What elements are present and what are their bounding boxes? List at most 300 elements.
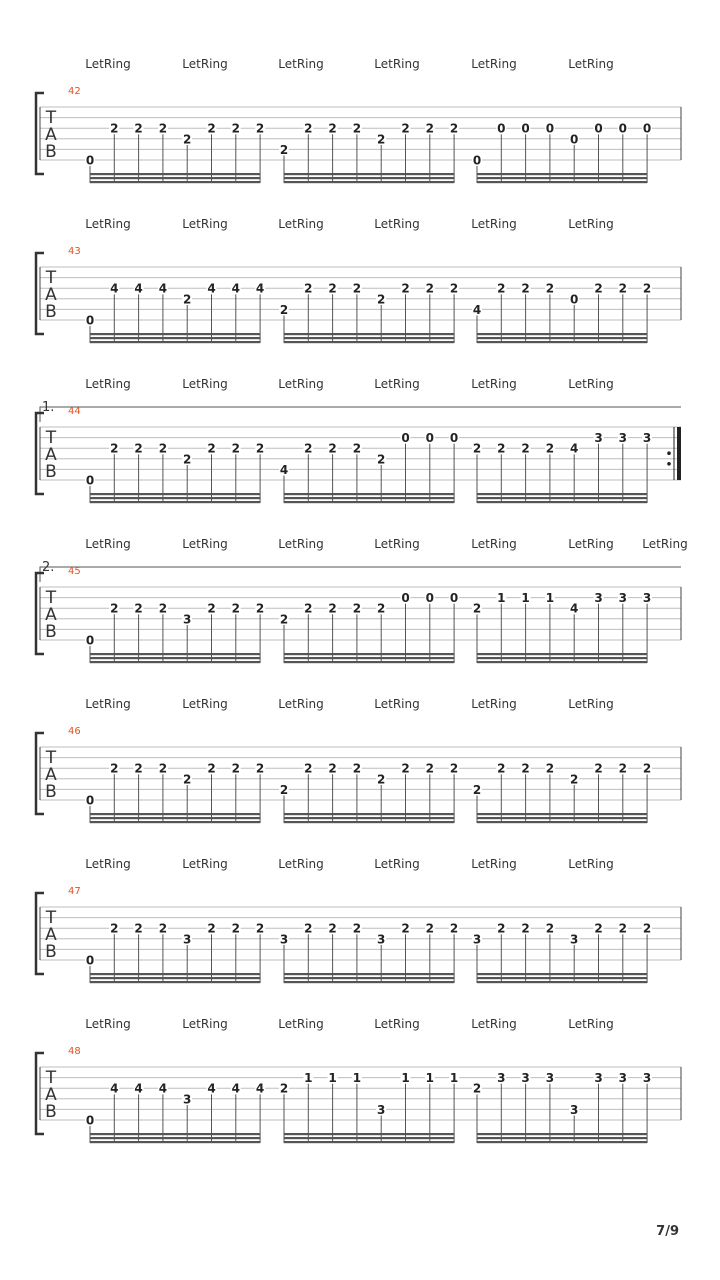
fret-number: 3 (594, 591, 603, 606)
beat-group (85, 601, 265, 663)
beam (284, 493, 454, 495)
beam (477, 493, 647, 495)
letring-label: LetRing (568, 537, 614, 551)
fret-number: 0 (85, 473, 95, 488)
system-42 (36, 57, 681, 183)
fret-number: 2 (497, 441, 506, 456)
fret-number: 1 (401, 1071, 410, 1086)
fret-number: 2 (328, 441, 337, 456)
fret-number: 2 (377, 452, 386, 467)
fret-number: 4 (158, 281, 168, 296)
repeat-dot (667, 451, 671, 455)
system-47 (36, 857, 681, 983)
beam (90, 333, 260, 335)
letring-label: LetRing (568, 377, 614, 391)
fret-number: 2 (545, 761, 555, 776)
beam (477, 501, 647, 503)
fret-number: 3 (594, 1071, 603, 1086)
fret-number: 1 (425, 1071, 434, 1086)
letring-label: LetRing (278, 1017, 324, 1031)
fret-number: 2 (472, 441, 482, 456)
letring-label: LetRing (85, 217, 131, 231)
beam (284, 657, 454, 659)
fret-number: 2 (472, 782, 482, 797)
fret-number: 2 (110, 441, 119, 456)
beat-group (279, 121, 459, 183)
letring-label: LetRing (568, 57, 614, 71)
beam (90, 661, 260, 663)
fret-number: 2 (618, 281, 627, 296)
letring-label: LetRing (568, 697, 614, 711)
fret-number: 1 (545, 591, 555, 606)
beam (477, 821, 647, 823)
fret-number: 2 (110, 761, 119, 776)
tab-clef-letter: T (45, 268, 57, 288)
beat-group (472, 1071, 652, 1144)
fret-number: 2 (401, 281, 410, 296)
fret-number: 3 (183, 932, 192, 947)
fret-number: 1 (304, 1071, 313, 1086)
beam (90, 657, 260, 659)
fret-number: 2 (401, 121, 410, 136)
fret-number: 4 (207, 281, 216, 296)
letring-label: LetRing (182, 217, 228, 231)
fret-number: 1 (497, 591, 506, 606)
measure-number: 45 (68, 566, 81, 577)
fret-number: 0 (642, 121, 652, 136)
fret-number: 2 (642, 761, 652, 776)
fret-number: 2 (521, 441, 530, 456)
beam (90, 173, 260, 175)
letring-label: LetRing (85, 57, 131, 71)
tab-clef-letter: B (45, 462, 57, 482)
tab-clef-letter: B (45, 782, 57, 802)
fret-number: 2 (279, 1081, 289, 1096)
fret-number: 3 (618, 1071, 627, 1086)
fret-number: 3 (545, 1071, 555, 1086)
fret-number: 2 (401, 761, 410, 776)
beam (284, 813, 454, 815)
fret-number: 3 (570, 1102, 579, 1117)
fret-number: 4 (231, 1081, 240, 1096)
tab-clef-letter: T (45, 748, 57, 768)
fret-number: 0 (85, 1113, 95, 1128)
letring-label: LetRing (85, 1017, 131, 1031)
fret-number: 2 (449, 761, 459, 776)
beat-group (279, 431, 459, 504)
tab-clef-letter: B (45, 302, 57, 322)
fret-number: 2 (304, 921, 313, 936)
beam (284, 181, 454, 183)
beat-group (472, 121, 652, 183)
fret-number: 2 (134, 121, 143, 136)
fret-number: 3 (618, 591, 627, 606)
fret-number: 2 (158, 761, 168, 776)
beam (90, 501, 260, 503)
tab-clef-letter: T (45, 908, 57, 928)
letring-label: LetRing (568, 1017, 614, 1031)
fret-number: 2 (328, 761, 337, 776)
fret-number: 2 (207, 761, 216, 776)
beat-group (472, 281, 652, 343)
beam (90, 981, 260, 983)
volta-bracket (40, 407, 681, 422)
fret-number: 2 (521, 921, 530, 936)
fret-number: 2 (279, 782, 289, 797)
fret-number: 2 (377, 601, 386, 616)
beam (284, 973, 454, 975)
fret-number: 2 (158, 121, 168, 136)
fret-number: 3 (279, 932, 289, 947)
beat-group (85, 121, 265, 183)
beam (284, 177, 454, 179)
beam (477, 813, 647, 815)
letring-label: LetRing (471, 537, 517, 551)
beam (477, 1137, 647, 1139)
fret-number: 2 (110, 601, 119, 616)
fret-number: 4 (255, 281, 265, 296)
fret-number: 0 (85, 313, 95, 328)
beam (284, 333, 454, 335)
tab-clef-letter: T (45, 428, 57, 448)
fret-number: 0 (85, 153, 95, 168)
fret-number: 4 (231, 281, 240, 296)
letring-label: LetRing (642, 537, 688, 551)
letring-label: LetRing (278, 57, 324, 71)
fret-number: 2 (328, 601, 337, 616)
beat-group (472, 921, 652, 983)
tab-clef-letter: A (45, 125, 57, 145)
fret-number: 3 (497, 1071, 506, 1086)
beam (477, 657, 647, 659)
fret-number: 2 (207, 921, 216, 936)
fret-number: 0 (85, 953, 95, 968)
fret-number: 0 (521, 121, 530, 136)
letring-label: LetRing (278, 857, 324, 871)
fret-number: 0 (472, 153, 482, 168)
fret-number: 2 (134, 601, 143, 616)
fret-number: 0 (449, 431, 459, 446)
letring-label: LetRing (471, 1017, 517, 1031)
fret-number: 2 (134, 441, 143, 456)
tab-clef-letter: A (45, 765, 57, 785)
beam (477, 661, 647, 663)
fret-number: 2 (183, 772, 192, 787)
fret-number: 2 (304, 761, 313, 776)
fret-number: 2 (521, 761, 530, 776)
fret-number: 4 (570, 441, 579, 456)
fret-number: 2 (497, 921, 506, 936)
fret-number: 0 (425, 591, 434, 606)
fret-number: 2 (328, 281, 337, 296)
fret-number: 2 (594, 281, 603, 296)
beat-group (472, 431, 652, 504)
fret-number: 0 (85, 633, 95, 648)
system-46 (36, 697, 681, 823)
measure-number: 42 (68, 86, 81, 97)
letring-label: LetRing (471, 697, 517, 711)
fret-number: 4 (110, 1081, 119, 1096)
fret-number: 2 (231, 761, 240, 776)
volta-label: 1. (42, 400, 55, 415)
fret-number: 0 (570, 132, 579, 147)
fret-number: 2 (472, 1081, 482, 1096)
fret-number: 3 (183, 612, 192, 627)
fret-number: 2 (377, 772, 386, 787)
letring-label: LetRing (374, 377, 420, 391)
fret-number: 3 (472, 932, 482, 947)
letring-label: LetRing (182, 537, 228, 551)
beat-group (472, 591, 652, 664)
fret-number: 0 (618, 121, 627, 136)
beam (284, 1133, 454, 1135)
fret-number: 2 (279, 302, 289, 317)
beam (90, 817, 260, 819)
fret-number: 2 (304, 601, 313, 616)
fret-number: 2 (183, 292, 192, 307)
fret-number: 2 (570, 772, 579, 787)
fret-number: 2 (352, 601, 362, 616)
fret-number: 2 (207, 441, 216, 456)
fret-number: 2 (231, 441, 240, 456)
beat-group (472, 761, 652, 823)
beam (284, 1141, 454, 1143)
measure-number: 43 (68, 246, 81, 257)
fret-number: 3 (521, 1071, 530, 1086)
fret-number: 2 (545, 281, 555, 296)
measure-number: 44 (68, 406, 81, 417)
fret-number: 4 (255, 1081, 265, 1096)
fret-number: 2 (304, 121, 313, 136)
fret-number: 2 (352, 761, 362, 776)
fret-number: 2 (352, 441, 362, 456)
fret-number: 1 (328, 1071, 337, 1086)
beam (477, 177, 647, 179)
beam (477, 1141, 647, 1143)
beam (477, 1133, 647, 1135)
fret-number: 2 (352, 921, 362, 936)
tab-clef-letter: B (45, 142, 57, 162)
fret-number: 1 (352, 1071, 362, 1086)
letring-label: LetRing (374, 1017, 420, 1031)
system-45 (36, 537, 688, 663)
beam (284, 173, 454, 175)
beat-group (279, 591, 459, 664)
fret-number: 3 (642, 431, 652, 446)
fret-number: 2 (618, 761, 627, 776)
fret-number: 4 (110, 281, 119, 296)
fret-number: 2 (304, 441, 313, 456)
letring-label: LetRing (85, 377, 131, 391)
fret-number: 2 (594, 761, 603, 776)
volta-label: 2. (42, 560, 55, 575)
fret-number: 4 (279, 462, 289, 477)
fret-number: 2 (425, 281, 434, 296)
beam (284, 653, 454, 655)
letring-label: LetRing (182, 57, 228, 71)
tab-clef-letter: A (45, 605, 57, 625)
letring-label: LetRing (85, 697, 131, 711)
fret-number: 2 (425, 121, 434, 136)
beam (90, 493, 260, 495)
beam (90, 1137, 260, 1139)
fret-number: 2 (110, 921, 119, 936)
page-number: 7/9 (656, 1224, 679, 1239)
fret-number: 2 (279, 142, 289, 157)
beam (477, 817, 647, 819)
beat-group (279, 761, 459, 823)
beat-group (85, 921, 265, 983)
fret-number: 4 (158, 1081, 168, 1096)
beam (90, 337, 260, 339)
fret-number: 3 (377, 1102, 386, 1117)
fret-number: 2 (594, 921, 603, 936)
fret-number: 2 (497, 761, 506, 776)
fret-number: 2 (158, 601, 168, 616)
fret-number: 2 (401, 921, 410, 936)
fret-number: 2 (497, 281, 506, 296)
beam (90, 341, 260, 343)
fret-number: 0 (401, 431, 410, 446)
letring-label: LetRing (568, 857, 614, 871)
letring-label: LetRing (182, 857, 228, 871)
tab-clef-letter: A (45, 445, 57, 465)
fret-number: 4 (207, 1081, 216, 1096)
tab-clef-letter: T (45, 588, 57, 608)
tab-clef-letter: A (45, 1085, 57, 1105)
fret-number: 2 (425, 921, 434, 936)
fret-number: 2 (255, 761, 265, 776)
beam (284, 1137, 454, 1139)
beam (284, 661, 454, 663)
fret-number: 2 (618, 921, 627, 936)
fret-number: 4 (134, 1081, 143, 1096)
fret-number: 0 (425, 431, 434, 446)
letring-label: LetRing (374, 857, 420, 871)
fret-number: 0 (570, 292, 579, 307)
letring-label: LetRing (471, 377, 517, 391)
letring-label: LetRing (471, 217, 517, 231)
fret-number: 2 (521, 281, 530, 296)
beam (284, 341, 454, 343)
tab-clef-letter: A (45, 285, 57, 305)
letring-label: LetRing (85, 857, 131, 871)
beam (477, 341, 647, 343)
fret-number: 2 (449, 121, 459, 136)
measure-number: 48 (68, 1046, 81, 1057)
beam (284, 981, 454, 983)
tab-clef-letter: A (45, 925, 57, 945)
letring-label: LetRing (278, 217, 324, 231)
fret-number: 4 (472, 302, 482, 317)
fret-number: 2 (377, 132, 386, 147)
tab-clef-letter: B (45, 942, 57, 962)
fret-number: 2 (642, 921, 652, 936)
fret-number: 3 (642, 1071, 652, 1086)
beam (284, 501, 454, 503)
fret-number: 2 (352, 121, 362, 136)
letring-label: LetRing (278, 537, 324, 551)
beat-group (85, 761, 265, 823)
fret-number: 2 (255, 441, 265, 456)
beam (284, 497, 454, 499)
fret-number: 2 (183, 452, 192, 467)
fret-number: 2 (158, 921, 168, 936)
fret-number: 2 (231, 121, 240, 136)
fret-number: 2 (134, 921, 143, 936)
beam (477, 977, 647, 979)
letring-label: LetRing (182, 377, 228, 391)
fret-number: 1 (521, 591, 530, 606)
beam (477, 981, 647, 983)
beam (90, 1141, 260, 1143)
beam (90, 973, 260, 975)
fret-number: 3 (594, 431, 603, 446)
fret-number: 2 (449, 921, 459, 936)
fret-number: 0 (85, 793, 95, 808)
fret-number: 2 (255, 121, 265, 136)
repeat-thick-barline (677, 427, 681, 480)
fret-number: 2 (449, 281, 459, 296)
beat-group (279, 1071, 459, 1144)
beam (284, 817, 454, 819)
letring-label: LetRing (374, 57, 420, 71)
fret-number: 2 (134, 761, 143, 776)
letring-label: LetRing (278, 697, 324, 711)
fret-number: 2 (328, 921, 337, 936)
measure-number: 46 (68, 726, 81, 737)
fret-number: 2 (183, 132, 192, 147)
fret-number: 0 (545, 121, 555, 136)
fret-number: 2 (545, 441, 555, 456)
fret-number: 2 (425, 761, 434, 776)
fret-number: 0 (594, 121, 603, 136)
beam (284, 977, 454, 979)
beam (477, 337, 647, 339)
letring-label: LetRing (182, 1017, 228, 1031)
beam (90, 653, 260, 655)
fret-number: 2 (255, 921, 265, 936)
repeat-dot (667, 462, 671, 466)
fret-number: 2 (255, 601, 265, 616)
letring-label: LetRing (85, 537, 131, 551)
fret-number: 2 (642, 281, 652, 296)
system-44 (36, 377, 681, 503)
tab-clef-letter: T (45, 1068, 57, 1088)
beam (90, 177, 260, 179)
beam (90, 497, 260, 499)
fret-number: 0 (401, 591, 410, 606)
tab-clef-letter: B (45, 622, 57, 642)
system-43 (36, 217, 681, 343)
beam (284, 821, 454, 823)
beam (284, 337, 454, 339)
fret-number: 2 (158, 441, 168, 456)
measure-number: 47 (68, 886, 81, 897)
tab-clef-letter: B (45, 1102, 57, 1122)
fret-number: 0 (449, 591, 459, 606)
beam (477, 333, 647, 335)
fret-number: 2 (231, 601, 240, 616)
beam (477, 173, 647, 175)
letring-label: LetRing (278, 377, 324, 391)
fret-number: 2 (472, 601, 482, 616)
beam (477, 497, 647, 499)
fret-number: 3 (377, 932, 386, 947)
letring-label: LetRing (374, 697, 420, 711)
beam (477, 181, 647, 183)
beam (477, 973, 647, 975)
